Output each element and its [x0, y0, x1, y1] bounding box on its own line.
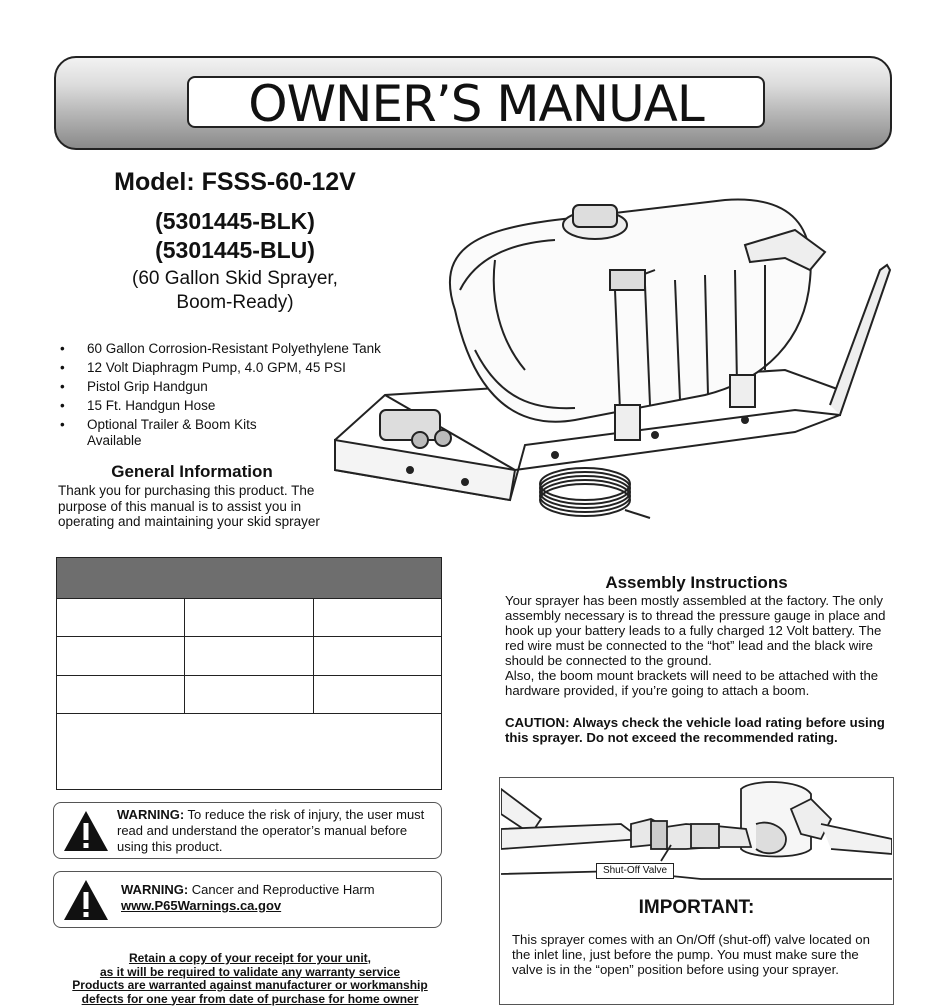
assembly-title: Assembly Instructions	[605, 573, 788, 592]
part-number-blue: (5301445-BLU)	[155, 237, 315, 263]
feature-item: • 60 Gallon Corrosion-Resistant Polyethylene Tank	[60, 341, 381, 356]
warning-triangle-icon	[62, 878, 110, 922]
assembly-body: Your sprayer has been mostly assembled at the factory. The only assembly necessary is to thread the pressure gauge in place and hook up your battery leads to a fully charged 12 Volt battery. The red wire must be connected to the “hot” lead and the black wire should be connected to the ground. Also, the boom mount brackets will need to be attached with the hardware provided, if you’re going to attach a boom.	[505, 593, 886, 698]
feature-item: • 15 Ft. Handgun Hose	[60, 398, 216, 413]
description-line-2: Boom-Ready)	[176, 292, 294, 313]
warning-text-manual: WARNING: To reduce the risk of injury, the user must read and understand the operator’s manual before using this product.	[117, 807, 425, 854]
warning-text-prop65: WARNING: Cancer and Reproductive Harm www.P65Warnings.ca.gov	[121, 882, 375, 913]
sprayer-illustration	[325, 170, 895, 540]
general-info-body: Thank you for purchasing this product. The purpose of this manual is to assist you in operating and maintaining your skid sprayer	[58, 483, 320, 529]
feature-item: • Optional Trailer & Boom Kits Available	[60, 417, 257, 448]
important-body: This sprayer comes with an On/Off (shut-off) valve located on the inlet line, just before the pump. You must make sure the valve is in the “open” position before using your sprayer.	[512, 932, 870, 977]
description-line-1: (60 Gallon Skid Sprayer,	[132, 268, 338, 289]
important-title: IMPORTANT:	[638, 897, 755, 918]
feature-item: • 12 Volt Diaphragm Pump, 4.0 GPM, 45 PSI	[60, 360, 346, 375]
general-info-title: General Information	[111, 462, 273, 481]
info-table	[56, 557, 442, 790]
warning-box-manual	[53, 802, 442, 859]
warning-box-prop65	[53, 871, 442, 928]
shutoff-valve-label: Shut-Off Valve	[596, 863, 674, 879]
retain-notice: Retain a copy of your receipt for your unit, as it will be required to validate any warranty service Products are warranted against manufacturer or workmanship defects for one year from date of purchase for home owner	[72, 951, 428, 1006]
table-header	[57, 558, 441, 598]
caution-text: CAUTION: Always check the vehicle load rating before using this sprayer. Do not exceed the recommended rating.	[505, 715, 885, 745]
model-title: Model: FSSS-60-12V	[114, 168, 356, 196]
prop65-link[interactable]: www.P65Warnings.ca.gov	[121, 898, 282, 913]
feature-item: • Pistol Grip Handgun	[60, 379, 208, 394]
manual-title: OWNER’S MANUAL	[187, 76, 765, 128]
shutoff-valve-illustration	[501, 779, 892, 889]
warning-triangle-icon	[62, 809, 110, 853]
part-number-black: (5301445-BLK)	[155, 208, 315, 234]
